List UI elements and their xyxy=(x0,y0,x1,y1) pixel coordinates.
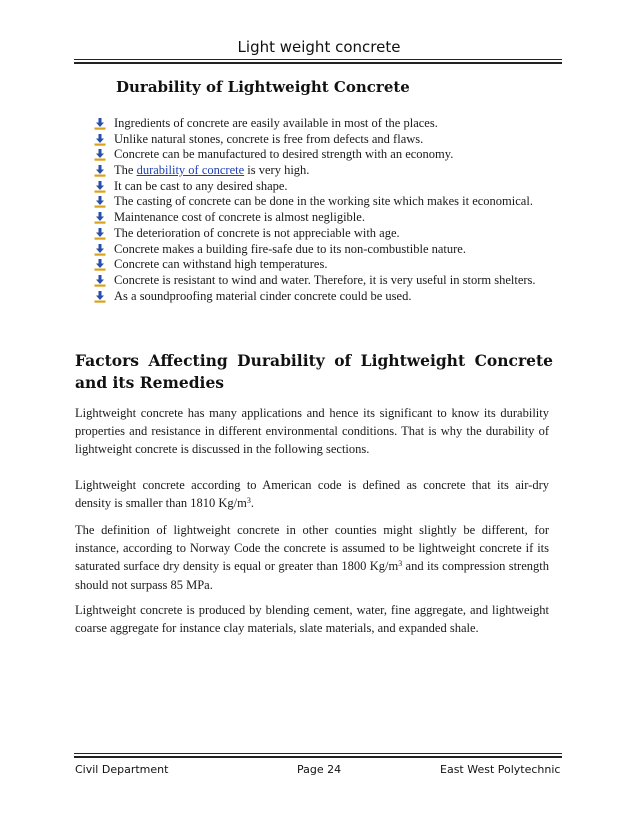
list-item xyxy=(94,147,554,163)
arrow-bullet-icon xyxy=(94,212,106,224)
list-item xyxy=(94,132,554,148)
durability-of-concrete-link[interactable]: durability of concrete xyxy=(136,163,245,178)
durability-bullet-list xyxy=(94,116,554,304)
footer-institution: East West Polytechnic xyxy=(440,763,561,776)
paragraph-norway-code xyxy=(75,521,549,594)
paragraph-production: Lightweight concrete is produced by blending cement, water, fine aggregate, and lightweight coarse aggregate for instance clay materials, slate materials, and expanded shale. xyxy=(75,603,549,636)
section-title: Durability of Lightweight Concrete xyxy=(116,78,410,96)
list-item-text: Concrete can be manufactured to desired strength with an economy. xyxy=(114,147,454,162)
paragraph-text: Lightweight concrete according to American code is defined as concrete that its air-dry density is smaller than 1810 Kg/m xyxy=(75,478,549,511)
list-item-text: Ingredients of concrete are easily available in most of the places. xyxy=(114,116,438,130)
arrow-bullet-icon xyxy=(94,244,106,256)
paragraph-end: . xyxy=(250,496,254,511)
list-item-text-pre: The xyxy=(114,163,137,178)
footer-page-number: Page 24 xyxy=(297,763,342,776)
arrow-bullet-icon xyxy=(94,196,106,208)
list-item-text: Concrete makes a building fire-safe due to its non-combustible nature. xyxy=(114,241,466,256)
arrow-bullet-icon xyxy=(94,259,106,271)
list-item-text: Maintenance cost of concrete is almost negligible. xyxy=(114,210,365,225)
list-item-text: Unlike natural stones, concrete is free from defects and flaws. xyxy=(114,131,424,146)
paragraph-text: The definition of lightweight concrete in other counties might slightly be different, for instance, according to Norway Code the concrete is assumed to be lightweight concrete if its saturated surface dry density is equal or greater than 1800 Kg/m xyxy=(75,523,549,574)
list-item xyxy=(94,242,554,258)
arrow-bullet-icon xyxy=(94,134,106,146)
list-item-text-post: is very high. xyxy=(244,163,310,178)
list-item-text: Concrete is resistant to wind and water. Therefore, it is very useful in storm shelters. xyxy=(114,272,536,287)
list-item-text: It can be cast to any desired shape. xyxy=(114,178,288,193)
list-item xyxy=(94,194,554,210)
arrow-bullet-icon xyxy=(94,228,106,240)
paragraph-end: and its compression strength should not surpass 85 MPa. xyxy=(75,559,549,592)
list-item xyxy=(94,226,554,242)
arrow-bullet-icon xyxy=(94,181,106,193)
list-item-text: As a soundproofing material cinder concrete could be used. xyxy=(114,288,412,303)
list-item-text: Concrete can withstand high temperatures. xyxy=(114,257,328,272)
arrow-bullet-icon xyxy=(94,118,106,130)
factors-heading: Factors Affecting Durability of Lightweight Concrete and its Remedies xyxy=(75,351,553,392)
list-item xyxy=(94,289,554,305)
paragraph-applications: Lightweight concrete has many applications and hence its significant to know its durability properties and resistance in different environmental conditions. That is why the durability of lightweight concrete is discussed in the following sections. xyxy=(75,406,549,457)
list-item xyxy=(94,210,554,226)
list-item xyxy=(94,163,554,179)
list-item xyxy=(94,257,554,273)
page-header-title: Light weight concrete xyxy=(237,38,401,56)
header-divider xyxy=(74,59,562,60)
arrow-bullet-icon xyxy=(94,165,106,177)
footer-divider xyxy=(74,753,562,754)
arrow-bullet-icon xyxy=(94,149,106,161)
superscript: 3 xyxy=(246,496,251,506)
header-divider-thick xyxy=(74,62,562,64)
arrow-bullet-icon xyxy=(94,291,106,303)
footer-divider-thick xyxy=(74,756,562,758)
arrow-bullet-icon xyxy=(94,275,106,287)
list-item xyxy=(94,179,554,195)
footer-department: Civil Department xyxy=(75,763,169,776)
superscript: 3 xyxy=(398,559,403,569)
list-item xyxy=(94,116,554,132)
list-item-text: The casting of concrete can be done in the working site which makes it economical. xyxy=(114,194,533,209)
list-item xyxy=(94,273,554,289)
list-item-text: The deterioration of concrete is not appreciable with age. xyxy=(114,225,400,240)
paragraph-american-code xyxy=(75,476,549,512)
